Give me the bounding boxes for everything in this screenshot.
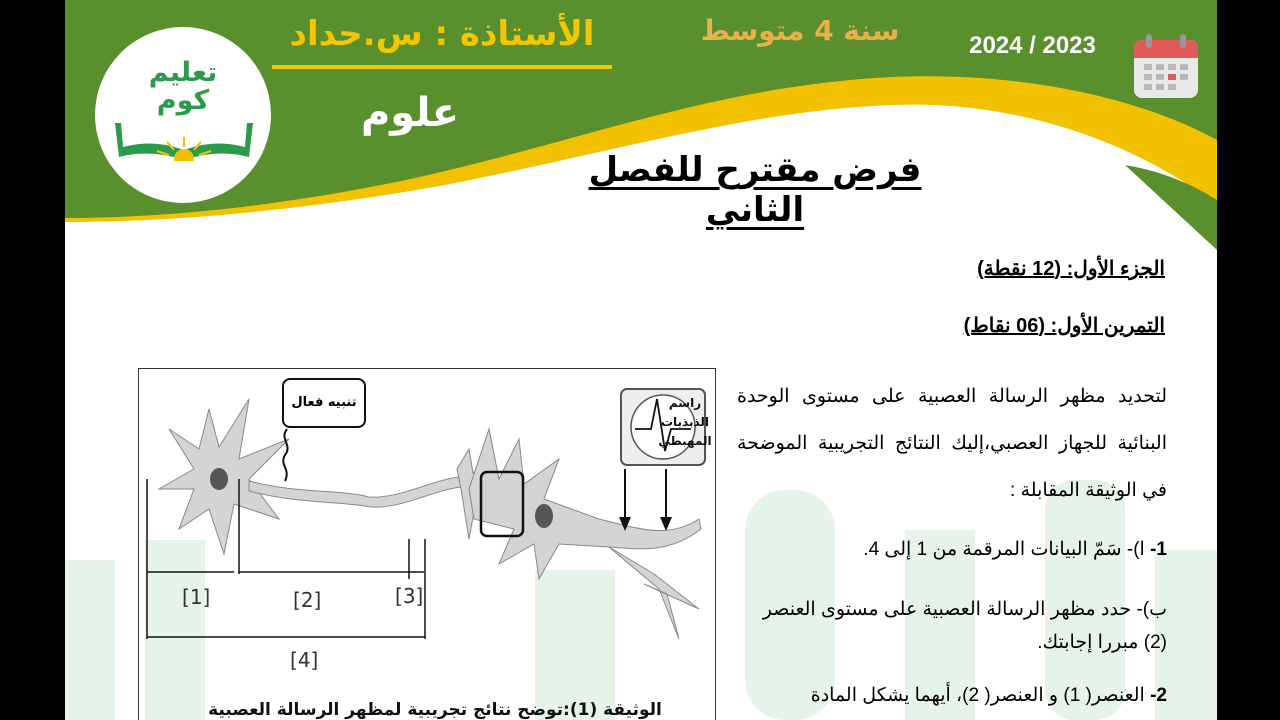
label-1: [1] <box>182 585 211 609</box>
book-logo-icon <box>109 119 259 161</box>
label-3: [3] <box>395 584 424 608</box>
calendar-icon <box>1132 32 1200 100</box>
question-1-number: 1- <box>1150 539 1167 560</box>
school-year: 2024 / 2023 <box>969 32 1096 59</box>
logo-line-1: تعليم <box>148 57 218 88</box>
subject-title: علوم <box>360 90 460 136</box>
label-2: [2] <box>293 588 322 612</box>
logo-text <box>125 59 241 115</box>
question-1a <box>737 538 1167 561</box>
label-4-text: 4 <box>297 648 311 672</box>
logo-line-2: كوم <box>156 85 210 116</box>
part-heading: الجزء الأول: (12 نقطة) <box>977 258 1165 280</box>
label-2-text: 2 <box>300 588 314 612</box>
question-2-number: 2- <box>1150 685 1167 706</box>
teacher-name: الأستاذة : س.حداد <box>289 14 595 54</box>
neuron-diagram <box>139 369 713 699</box>
exam-title: فرض مقترح للفصل الثاني <box>588 150 922 230</box>
oscilloscope-label: راسم الذبذبات المهبطي <box>658 396 712 448</box>
stimulus-label: تنبيه فعال <box>282 378 366 428</box>
class-level: سنة 4 متوسط <box>700 14 900 47</box>
intro-paragraph: لتحديد مظهر الرسالة العصبية على مستوى الوحدة البنائية للجهاز العصبي،إليك النتائج التجريبية الموضحة في الوثيقة المقابلة : <box>737 386 1167 501</box>
document-caption: الوثيقة (1):توضح نتائج تجريبية لمظهر الرسالة العصبية <box>208 700 662 720</box>
logo-badge <box>95 27 271 203</box>
label-4: [4] <box>290 648 319 672</box>
exercise-heading: التمرين الأول: (06 نقاط) <box>963 315 1165 337</box>
label-3-text: 3 <box>402 584 416 608</box>
question-2 <box>727 680 1167 712</box>
exam-page <box>65 0 1217 720</box>
question-1a-text: ا)- سَمّ البيانات المرقمة من 1 إلى 4. <box>863 539 1145 560</box>
question-1b: ب)- حدد مظهر الرسالة العصبية على مستوى العنصر (2) مبررا إجابتك. <box>762 599 1167 653</box>
label-1-text: 1 <box>189 585 203 609</box>
question-2-text: العنصر( 1) و العنصر( 2)، أيهما يشكل المادة <box>810 685 1145 706</box>
teacher-underline <box>272 65 612 69</box>
